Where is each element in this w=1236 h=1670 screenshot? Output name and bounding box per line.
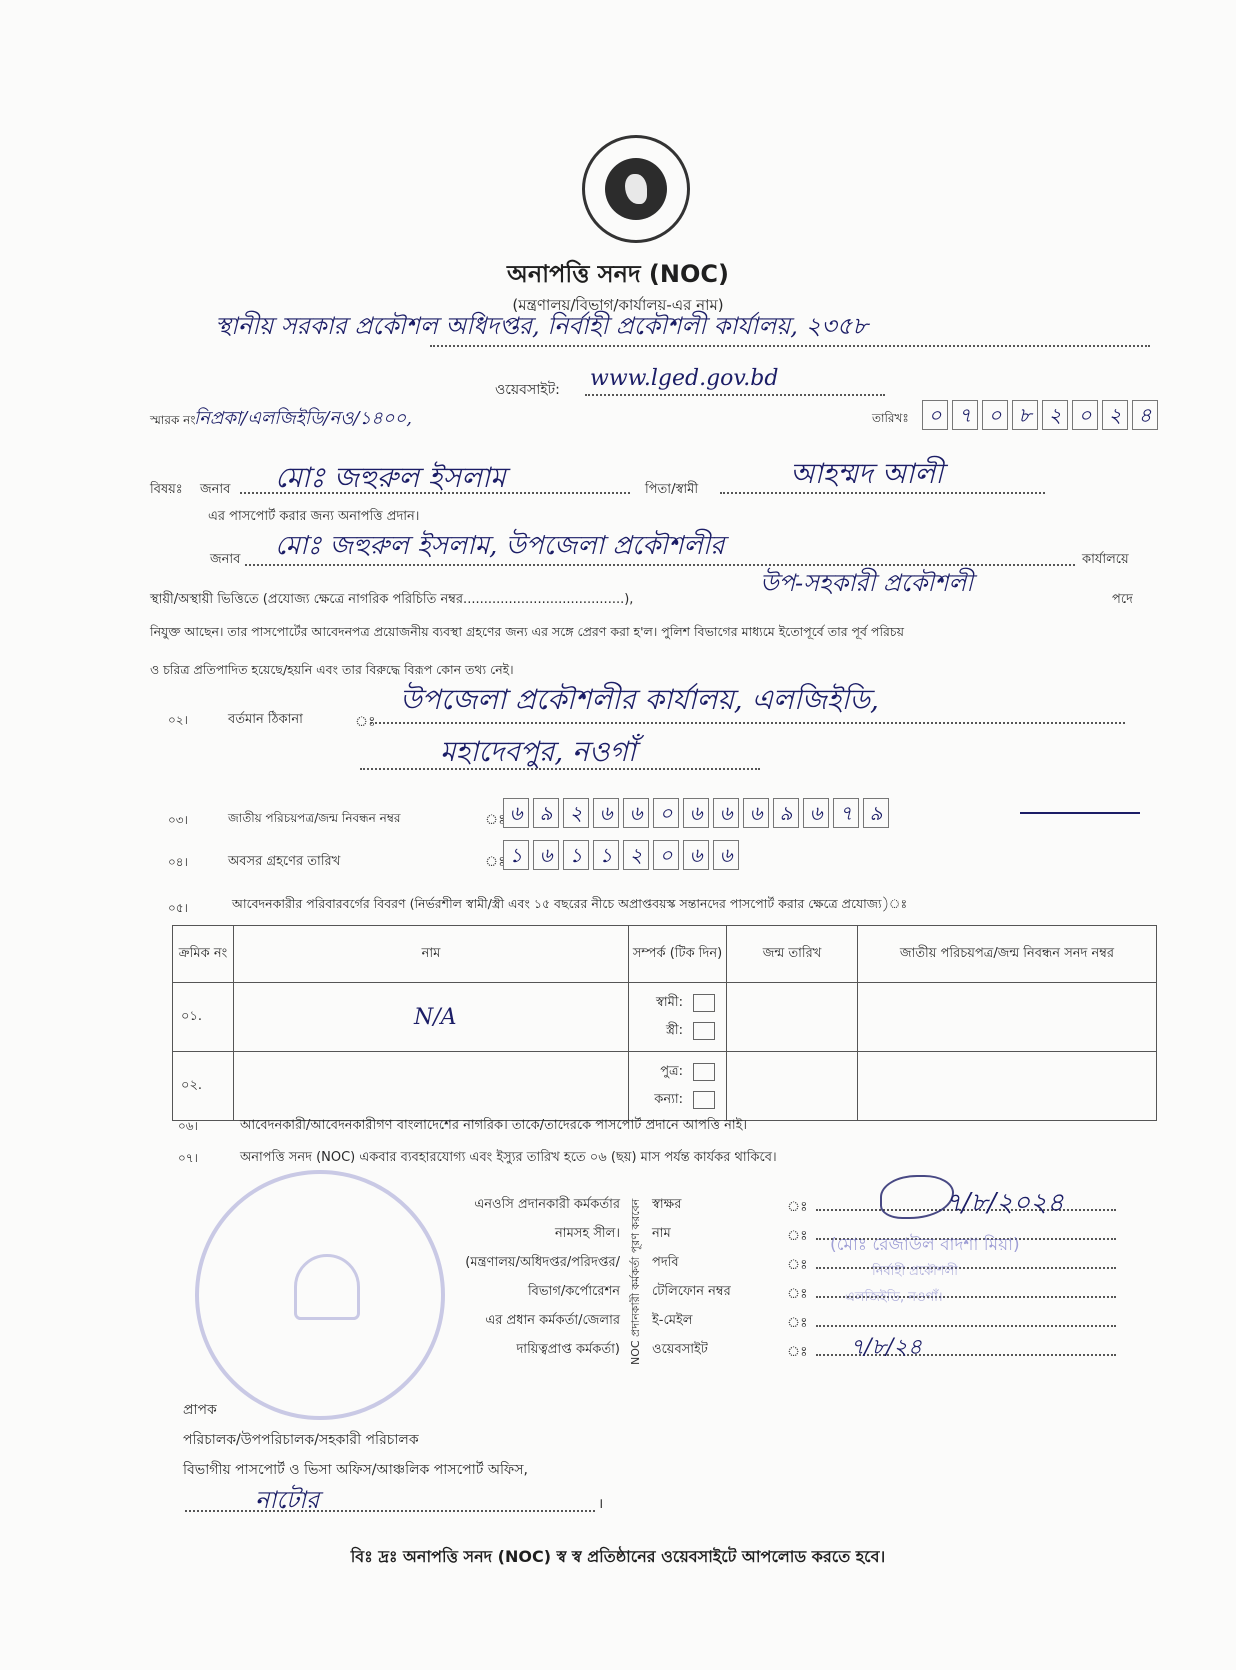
header-nid: জাতীয় পরিচয়পত্র/জন্ম নিবন্ধন সনদ নম্বর	[858, 926, 1157, 983]
relation-label: পুত্র:	[660, 1063, 683, 1079]
note-07: অনাপত্তি সনদ (NOC) একবার ব্যবহারযোগ্য এবং ইস্যুর তারিখ হতে ০৬ (ছয়) মাস পর্যন্ত কার্যকর থাকিবে।	[240, 1150, 777, 1165]
digit-box: ৪	[1132, 400, 1158, 430]
digit-box: ২	[1042, 400, 1068, 430]
relation-label: কন্যা:	[654, 1091, 683, 1107]
applicant-name: মোঃ জহুরুল ইসলাম	[275, 461, 506, 494]
row-name	[234, 983, 629, 1052]
note-06: আবেদনকারী/আবেদনকারীগণ বাংলাদেশের নাগরিক। তাকে/তাদেরকে পাসপোর্ট প্রদানে আপত্তি নাই।	[240, 1118, 748, 1133]
digit-box: ২	[623, 840, 649, 870]
address-line-2: মহাদেবপুর, নওগাঁ	[440, 735, 636, 768]
relation-label: স্বামী:	[656, 994, 683, 1010]
signatory-field-label: ওয়েবসাইট	[652, 1342, 708, 1357]
header-serial: ক্রমিক নং	[173, 926, 234, 983]
subject-line2: এর পাসপোর্ট করার জন্য অনাপত্তি প্রদান।	[208, 509, 420, 524]
digit-box: ৮	[1012, 400, 1038, 430]
digit-box: ৬	[683, 798, 709, 828]
office-stamp: এলজিইডি, নওগাঁ।	[845, 1290, 943, 1305]
row-serial: ০১.	[173, 983, 234, 1052]
name-office: মোঃ জহুরুল ইসলাম, উপজেলা প্রকৌশলীর	[275, 531, 725, 561]
memo-label: স্মারক নং	[150, 413, 196, 427]
recipient-line-2: বিভাগীয় পাসপোর্ট ও ভিসা অফিস/আঞ্চলিক পাসপোর্ট অফিস,	[183, 1462, 528, 1478]
signatory-line: দায়িত্বপ্রাপ্ত কর্মকর্তা)	[516, 1342, 620, 1357]
retirement-label: অবসর গ্রহণের তারিখ	[228, 854, 341, 869]
relation-checkbox[interactable]	[693, 994, 715, 1012]
item-03-number: ০৩।	[168, 813, 188, 827]
row-dob	[727, 1052, 858, 1121]
digit-box: ০	[922, 400, 948, 430]
date-boxes	[922, 400, 1162, 430]
digit-box: ০	[1072, 400, 1098, 430]
recipient-city: নাটোর	[255, 1486, 320, 1514]
row-name-value: N/A	[414, 1004, 457, 1030]
relation-checkbox[interactable]	[693, 1022, 715, 1040]
address-line-1: উপজেলা প্রকৌশলীর কার্যালয়, এলজিইডি,	[400, 683, 879, 716]
office-suffix: কার্যালয়ে	[1082, 552, 1129, 567]
signatory-field-label: ই-মেইল	[652, 1313, 693, 1328]
digit-box: ৬	[503, 798, 529, 828]
father-label: পিতা/স্বামী	[645, 482, 699, 497]
signatory-field-label: টেলিফোন নম্বর	[652, 1284, 731, 1299]
digit-box: ৬	[533, 840, 559, 870]
digit-box: ৬	[743, 798, 769, 828]
signatory-field-label: স্বাক্ষর	[652, 1197, 682, 1212]
recipient-line-1: পরিচালক/উপপরিচালক/সহকারী পরিচালক	[183, 1432, 419, 1448]
digit-box: ০	[653, 840, 679, 870]
row-dob	[727, 983, 858, 1052]
website-label: ওয়েবসাইট:	[495, 382, 560, 398]
row-name	[234, 1052, 629, 1121]
mr-label-2: জনাব	[210, 552, 241, 567]
signatory-line: এনওসি প্রদানকারী কর্মকর্তার	[474, 1197, 620, 1212]
signatory-line: বিভাগ/কর্পোরেশন	[527, 1284, 620, 1299]
relation-checkbox[interactable]	[693, 1063, 715, 1081]
paragraph-1: নিযুক্ত আছেন। তার পাসপোর্টের আবেদনপত্র প্রয়োজনীয় ব্যবস্থা গ্রহণের জন্য এর সঙ্গে প্রেরণ করা হ'ল। পুলিশ বিভাগের মাধ্যমে ইতোপূর্বে তার পূর্ব পরিচয়	[150, 624, 905, 639]
paragraph-2: ও চরিত্র প্রতিপাদিত হয়েছে/হয়নি এবং তার বিরুদ্ধে বিরূপ কোন তথ্য নেই।	[150, 662, 514, 677]
website-value: www.lged.gov.bd	[590, 366, 779, 391]
office-round-stamp	[195, 1170, 445, 1420]
mr-label: জনাব	[200, 482, 231, 497]
signature-date: ৭/৮/২০২৪	[945, 1188, 1064, 1218]
digit-box: ৬	[683, 840, 709, 870]
digit-box: ৬	[593, 798, 619, 828]
header-dob: জন্ম তারিখ	[727, 926, 858, 983]
designation-stamp: নির্বাহী প্রকৌশলী	[872, 1264, 959, 1279]
table-row	[173, 1052, 1157, 1121]
digit-box: ৭	[833, 798, 859, 828]
government-seal-logo	[582, 135, 690, 243]
signatory-line: নামসহ সীল।	[555, 1226, 620, 1241]
signatory-field-label: নাম	[652, 1226, 671, 1241]
signatory-field: নাম ঃ	[652, 1224, 1116, 1253]
relation-label: স্ত্রী:	[665, 1022, 683, 1038]
digit-box: ৯	[533, 798, 559, 828]
vertical-label: NOC প্রদানকারী কর্মকর্তা পূরণ করবেন	[629, 1198, 642, 1365]
date-label: তারিখঃ	[872, 411, 909, 425]
nid-trailing-line	[1020, 812, 1140, 814]
digit-box: ১	[563, 840, 589, 870]
item-06-number: ০৬।	[178, 1119, 198, 1133]
signatory-description	[420, 1195, 620, 1369]
digit-box: ২	[563, 798, 589, 828]
row-nid	[858, 1052, 1157, 1121]
family-table	[172, 925, 1157, 1121]
item-02-number: ০২।	[168, 713, 188, 727]
basis-text: স্থায়ী/অস্থায়ী ভিত্তিতে (প্রযোজ্য ক্ষেত্রে নাগরিক পরিচিতি নম্বর.......................................),	[150, 592, 634, 607]
signatory-field: টেলিফোন নম্বর ঃ	[652, 1282, 1116, 1311]
address-label: বর্তমান ঠিকানা	[228, 712, 303, 727]
digit-box: ১	[593, 840, 619, 870]
digit-box: ৭	[952, 400, 978, 430]
signatory-line: (মন্ত্রণালয়/অধিদপ্তর/পরিদপ্তর/	[465, 1255, 620, 1270]
row-nid	[858, 983, 1157, 1052]
family-label: আবেদনকারীর পরিবারবর্গের বিবরণ (নির্ভরশীল স্বামী/স্ত্রী এবং ১৫ বছরের নীচে অপ্রাপ্তবয়স্ক সন্তানদের পাসপোর্ট করার ক্ষেত্রে প্রযোজ্য)ঃ	[232, 896, 908, 911]
item-05-number: ০৫।	[168, 901, 188, 915]
memo-value: নিপ্রকা/এলজিইডি/নও/১৪০০,	[194, 408, 412, 429]
digit-box: ১	[503, 840, 529, 870]
relation-checkbox[interactable]	[693, 1091, 715, 1109]
nid-boxes	[503, 798, 893, 828]
subject-label: বিষয়ঃ	[150, 482, 183, 497]
nid-label: জাতীয় পরিচয়পত্র/জন্ম নিবন্ধন নম্বর	[228, 811, 401, 825]
digit-box: ০	[653, 798, 679, 828]
signatory-field: ই-মেইল ঃ	[652, 1311, 1116, 1340]
ministry-value: স্থানীয় সরকার প্রকৌশল অধিদপ্তর, নির্বাহী প্রকৌশলী কার্যালয়, ২৩৫৮	[215, 312, 868, 340]
signatory-field: পদবি ঃ	[652, 1253, 1116, 1282]
recipient-end: ।	[598, 1496, 604, 1512]
signatory-field: ওয়েবসাইট ঃ	[652, 1340, 1116, 1369]
header-name: নাম	[234, 926, 629, 983]
father-name: আহম্মদ আলী	[790, 457, 944, 490]
digit-box: ৬	[803, 798, 829, 828]
page-title: অনাপত্তি সনদ (NOC)	[507, 260, 729, 288]
header-relation: সম্পর্ক (টিক দিন)	[629, 926, 727, 983]
post-value: উপ-সহকারী প্রকৌশলী	[760, 569, 974, 597]
post-suffix: পদে	[1112, 592, 1133, 607]
item-07-number: ০৭।	[178, 1151, 198, 1165]
recipient-label: প্রাপক	[183, 1402, 217, 1418]
retirement-boxes	[503, 840, 743, 870]
name-stamp: (মোঃ রেজাউল বাদশা মিয়া)	[830, 1235, 1020, 1255]
footer-note: বিঃ দ্রঃ অনাপত্তি সনদ (NOC) স্ব স্ব প্রতিষ্ঠানের ওয়েবসাইটে আপলোড করতে হবে।	[350, 1547, 886, 1566]
digit-box: ৬	[713, 840, 739, 870]
digit-box: ৬	[623, 798, 649, 828]
signatory-field-label: পদবি	[652, 1255, 679, 1270]
digit-box: ৬	[713, 798, 739, 828]
signatory-line: এর প্রধান কর্মকর্তা/জেলার	[485, 1313, 620, 1328]
row-serial: ০২.	[173, 1052, 234, 1121]
digit-box: ৯	[863, 798, 889, 828]
digit-box: ২	[1102, 400, 1128, 430]
item-04-number: ০৪।	[168, 855, 188, 869]
ministry-caption: (মন্ত্রণালয়/বিভাগ/কার্যালয়-এর নাম)	[512, 296, 724, 314]
digit-box: ০	[982, 400, 1008, 430]
initial-date: ৭/৮/২৪	[850, 1335, 922, 1360]
digit-box: ৯	[773, 798, 799, 828]
signatory-field: স্বাক্ষর ঃ	[652, 1195, 1116, 1224]
table-row	[173, 983, 1157, 1052]
